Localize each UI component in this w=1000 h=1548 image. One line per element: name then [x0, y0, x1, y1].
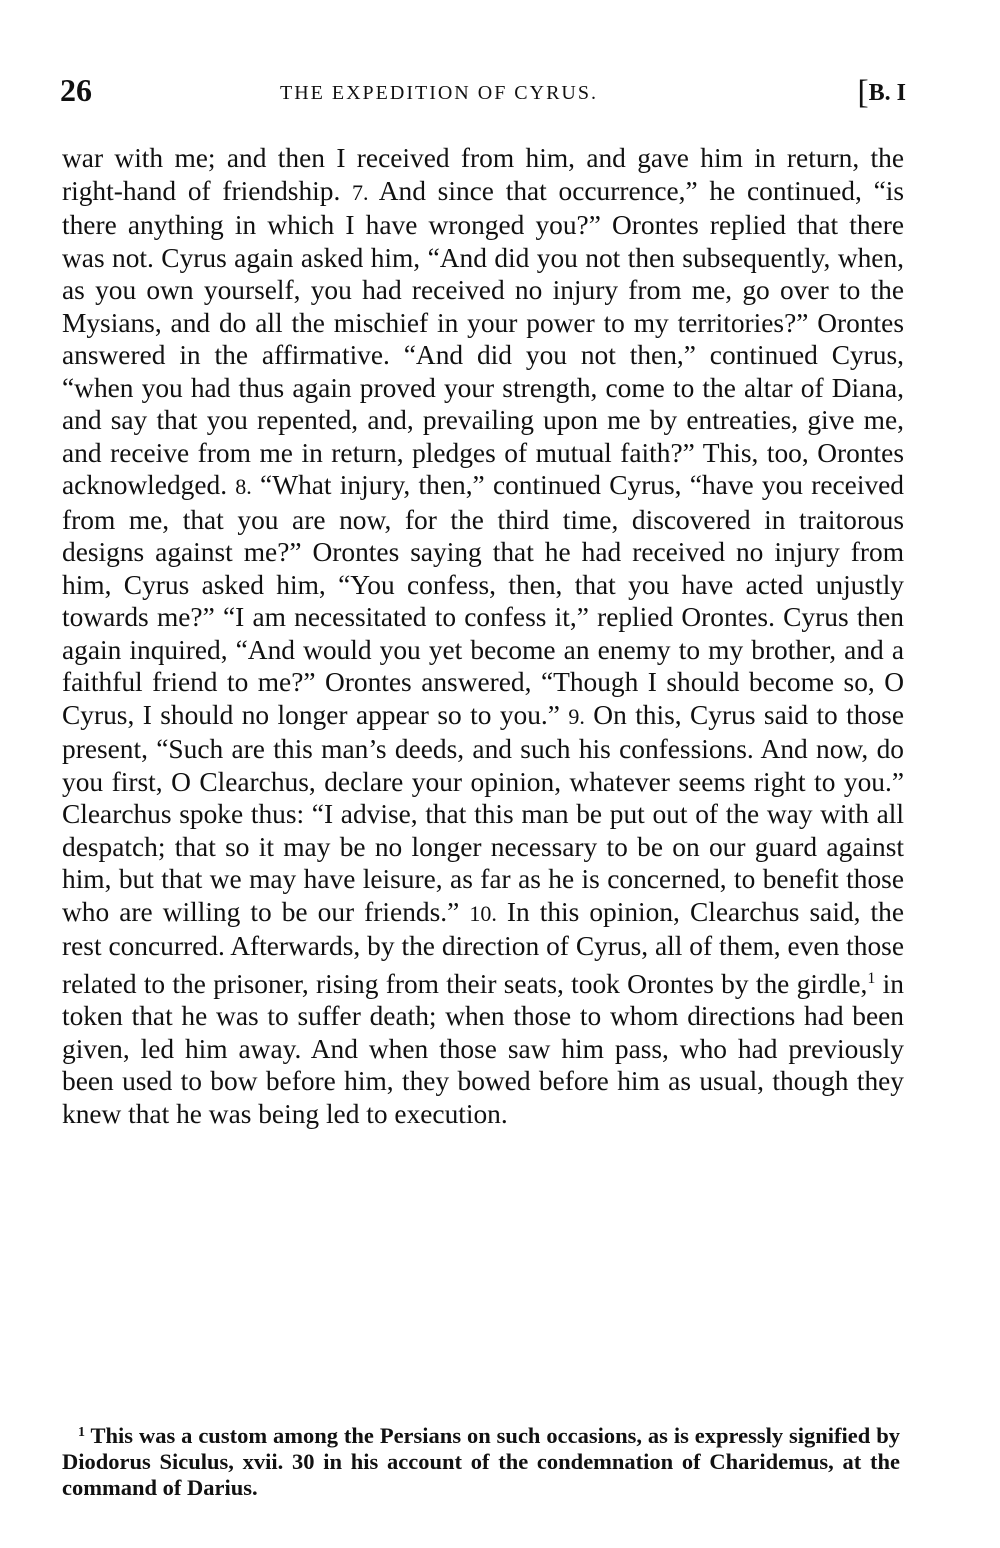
footnote-text: This was a custom among the Persians on such occasions, as is expressly signified by Diodorus Siculus, xvii. 30 in his account of the condemnation of Charidemus, at the command of Darius. — [62, 1423, 900, 1500]
section-number: 8. — [235, 474, 252, 499]
running-title: THE EXPEDITION OF CYRUS. — [280, 82, 598, 104]
page-header — [60, 70, 906, 118]
page-number: 26 — [60, 72, 92, 108]
footnote — [62, 1420, 900, 1501]
section-number: 9. — [568, 703, 585, 729]
text-segment: And since that occurrence,” he continued, “is there anything in which I have wronged you?” Orontes replied that there was not. Cyrus again asked him, “And did you not then subsequently, when, as you own yourself, you had received no injury from me, go over to the Mysians, and do all the mischief in your power to my territories?” Orontes answered in the affirmative. “And did you not then,” continued Cyrus, “when you had thus again proved your strength, come to the altar of Diana, and say that you repented, and, prevailing upon me by entreaties, give me, and receive from me in return, pledges of mutual faith?” This, too, Orontes acknowledged. — [62, 175, 904, 500]
text-segment: in token that he was to suffer death; when those to whom directions had been given, led him away. And when those saw him pass, who had previously been used to bow before him, they bowed before him as usual, though they knew that he was being led to execution. — [62, 968, 904, 1129]
book-reference — [857, 76, 906, 110]
text-segment: “What injury, then,” continued Cyrus, “have you received from me, that you are now, for the third time, discovered in traitorous designs against me?” Orontes saying that he had received no injury from him, Cyrus asked him, “You confess, then, that you have acted unjustly towards me?” “I am necessitated to confess it,” replied Orontes. Cyrus then again inquired, “And would you yet become an enemy to my brother, and a faithful friend to me?” Orontes answered, “Though I should become so, O Cyrus, I should no longer appear so to you.” — [62, 470, 904, 730]
paragraph — [62, 142, 904, 1130]
text-segment: In this opinion, Clearchus said, the rest concurred. Afterwards, by the direction of Cyrus, all of them, even those related to the prisoner, rising from their seats, took Orontes by the girdle, — [62, 896, 905, 999]
footnote-marker: 1 — [78, 1425, 85, 1440]
book-number: B. I — [868, 80, 906, 106]
section-number: 10. — [469, 900, 497, 926]
text-segment: war with me; and then I received from him, and gave him in return, the right-hand of friendship. — [62, 143, 904, 206]
section-number: 7. — [352, 179, 369, 205]
footnote-reference: 1 — [867, 969, 876, 987]
book-bracket: [ — [857, 74, 869, 111]
text-segment: On this, Cyrus said to those present, “Such are this man’s deeds, and such his confessions. And now, do you first, O Clearchus, declare your opinion, whatever seems right to you.” Clearchus spoke thus: “I advise, that this man be put out of the way with all despatch; that so it may be no longer necessary to be on our guard against him, but that we may have leisure, as far as he is concerned, to benefit those who are willing to be our friends.” — [62, 699, 904, 927]
main-text — [62, 142, 904, 1130]
